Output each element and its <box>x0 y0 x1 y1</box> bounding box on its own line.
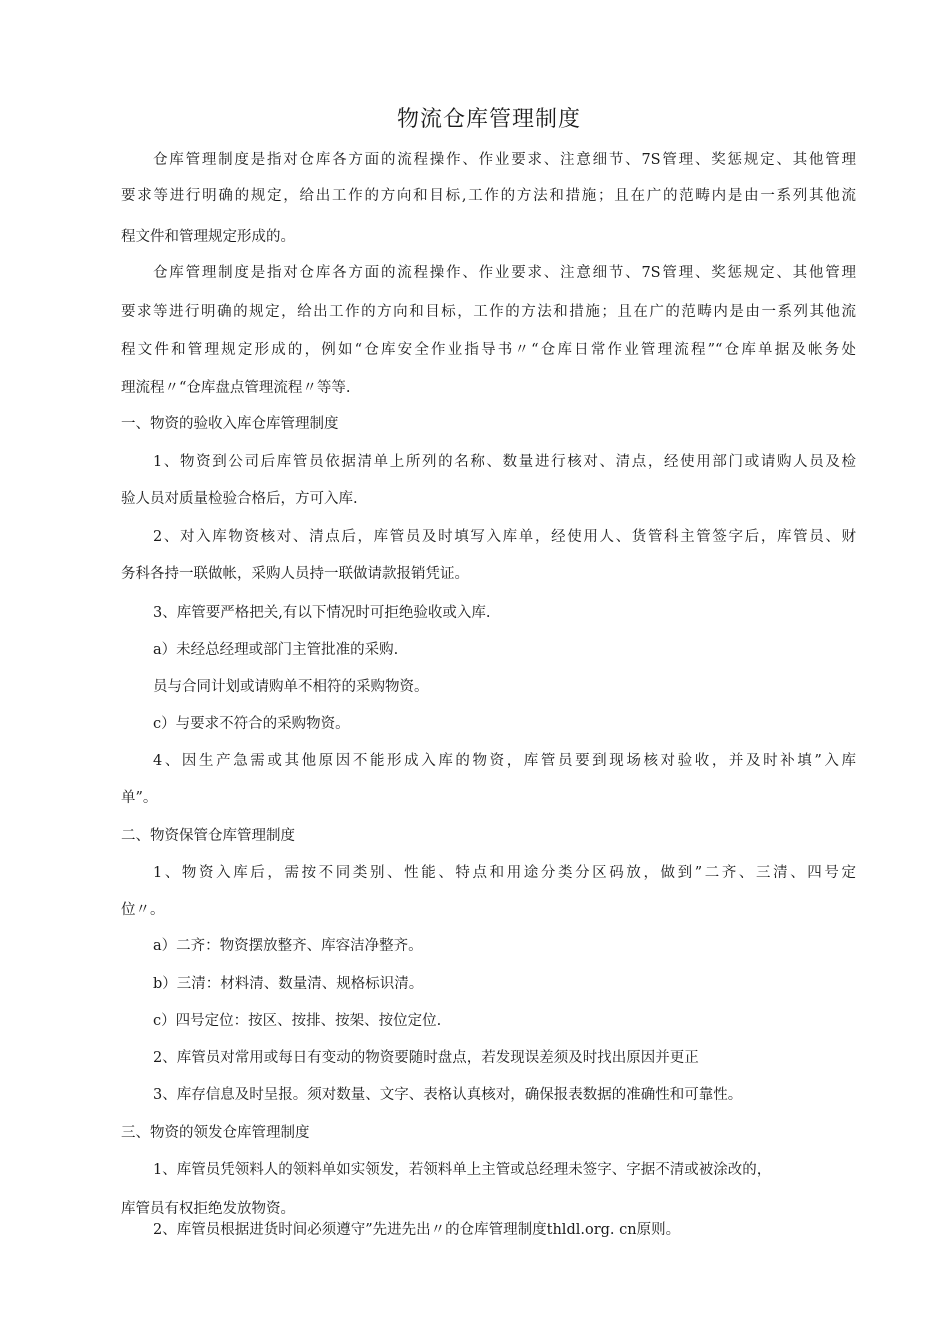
paragraph-line: 4、因生产急需或其他原因不能形成入库的物资，库管员要到现场核对验收，并及时补填”入库 <box>153 753 856 769</box>
paragraph-line: 单”。 <box>121 790 158 806</box>
paragraph-line: 仓库管理制度是指对仓库各方面的流程操作、作业要求、注意细节、7S管理、奖惩规定、其他管理 <box>153 265 856 281</box>
list-item: c）四号定位：按区、按排、按架、按位定位. <box>153 1013 442 1029</box>
document-title: 物流仓库管理制度 <box>396 107 581 132</box>
paragraph-line: 仓库管理制度是指对仓库各方面的流程操作、作业要求、注意细节、7S管理、奖惩规定、其他管理 <box>153 152 856 168</box>
paragraph-line: 位〃。 <box>121 902 165 918</box>
paragraph-line: 理流程〃“仓库盘点管理流程〃等等. <box>121 380 351 396</box>
list-item: b）三清：材料清、数量清、规格标识清。 <box>153 976 424 992</box>
paragraph-line: 要求等进行明确的规定，给出工作的方向和目标,工作的方法和措施；且在广的范畴内是由一系列其他流 <box>121 188 856 204</box>
paragraph-line: 务科各持一联做帐，采购人员持一联做请款报销凭证。 <box>121 566 469 582</box>
list-item: c）与要求不符合的采购物资。 <box>153 716 350 732</box>
section-heading: 三、物资的领发仓库管理制度 <box>121 1125 310 1141</box>
paragraph-line: 3、库管要严格把关,有以下情况时可拒绝验收或入库. <box>153 605 491 621</box>
paragraph-line: 要求等进行明确的规定，给出工作的方向和目标，工作的方法和措施；且在广的范畴内是由一系列其他流 <box>121 304 856 320</box>
paragraph-line: 程文件和管理规定形成的。 <box>121 229 295 245</box>
paragraph-line: 程文件和管理规定形成的，例如“仓库安全作业指导书〃“仓库日常作业管理流程”“仓库单据及帐务处 <box>121 342 856 358</box>
section-heading: 二、物资保管仓库管理制度 <box>121 828 295 844</box>
paragraph-line: 库管员有权拒绝发放物资。 <box>121 1201 295 1217</box>
paragraph-line: 3、库存信息及时呈报。须对数量、文字、表格认真核对，确保报表数据的准确性和可靠性。 <box>153 1087 743 1103</box>
list-item: a）未经总经理或部门主管批准的采购. <box>153 642 399 658</box>
paragraph-line: 2、库管员对常用或每日有变动的物资要随时盘点，若发现误差须及时找出原因并更正 <box>153 1050 699 1066</box>
paragraph-line: 验人员对质量检验合格后，方可入库. <box>121 491 358 507</box>
list-item: a）二齐：物资摆放整齐、库容洁净整齐。 <box>153 938 423 954</box>
paragraph-line: 1、物资到公司后库管员依据清单上所列的名称、数量进行核对、清点，经使用部门或请购人员及检 <box>153 454 856 470</box>
section-heading: 一、物资的验收入库仓库管理制度 <box>121 416 339 432</box>
paragraph-line: 1、物资入库后，需按不同类别、性能、特点和用途分类分区码放，做到”二齐、三清、四号定 <box>153 865 856 881</box>
paragraph-line: 1、库管员凭领料人的领料单如实领发，若领料单上主管或总经理未签字、字据不清或被涂改的， <box>153 1162 772 1178</box>
paragraph-line: 2、对入库物资核对、清点后，库管员及时填写入库单，经使用人、货管科主管签字后，库管员、财 <box>153 529 856 545</box>
list-item: 员与合同计划或请购单不相符的采购物资。 <box>153 679 429 695</box>
paragraph-line: 2、库管员根据进货时间必须遵守”先进先出〃的仓库管理制度thldl.org. cn原则。 <box>153 1222 681 1238</box>
